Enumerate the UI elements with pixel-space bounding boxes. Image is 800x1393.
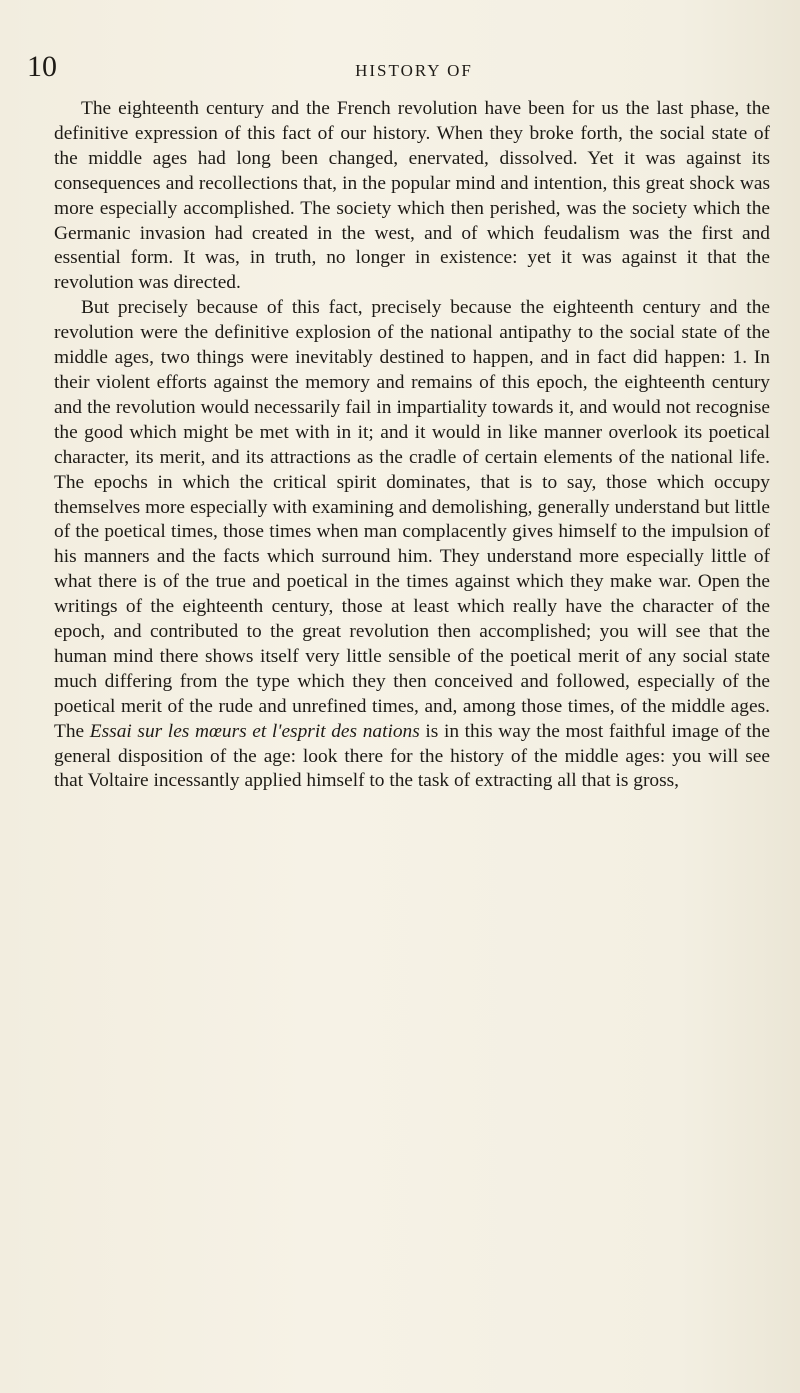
page-number: 10 [27,50,57,83]
paragraph-2-text-end: is in this way the most faithful image of the general disposition of the age: look there for the history of the middle ages: you will see that Voltaire incessantly applied himself to the task of extracting all that is gross, [54,720,770,792]
paragraph-2 [54,296,770,794]
body-text [54,97,770,794]
running-head: HISTORY OF [355,61,473,80]
paragraph-2-text-start: But precisely because of this fact, precisely because the eighteenth century and the revolution were the definitive explosion of the national antipathy to the social state of the middle ages, two things were inevitably destined to happen, and in fact did happen: 1. In their violent efforts against the memory and remains of this epoch, the eighteenth century and the revolution would necessarily fail in impartiality towards it, and would not recognise the good which might be met with in it; and it would in like manner overlook its poetical character, its merit, and its attractions as the cradle of certain elements of the national life. The epochs in which the critical spirit dominates, that is to say, those which occupy themselves more especially with examining and demolishing, generally understand but little of the poetical times, those times when man complacently gives himself to the impulsion of his manners and the facts which surround him. They understand more especially little of what there is of the true and poetical in the times against which they make war. Open the writings of the eighteenth century, those at least which really have the character of the epoch, and contributed to the great revolution then accomplished; you will see that the human mind there shows itself very little sensible of the poetical merit of any social state much differing from the type which they then conceived and followed, especially of the poetical merit of the rude and unrefined times, and, among those times, of the middle ages. The [54,297,770,742]
paragraph-1: The eighteenth century and the French revolution have been for us the last phase, the definitive expression of this fact of our history. When they broke forth, the social state of the middle ages had long been changed, enervated, dissolved. Yet it was against its consequences and recollections that, in the popular mind and intention, this great shock was more especially accomplished. The society which then perished, was the society which the Germanic invasion had created in the west, and of which feudalism was the first and essential form. It was, in truth, no longer in existence: yet it was against it that the revolution was directed. [54,98,770,294]
book-title: Essai sur les mœurs et l'esprit des nations [89,720,420,742]
